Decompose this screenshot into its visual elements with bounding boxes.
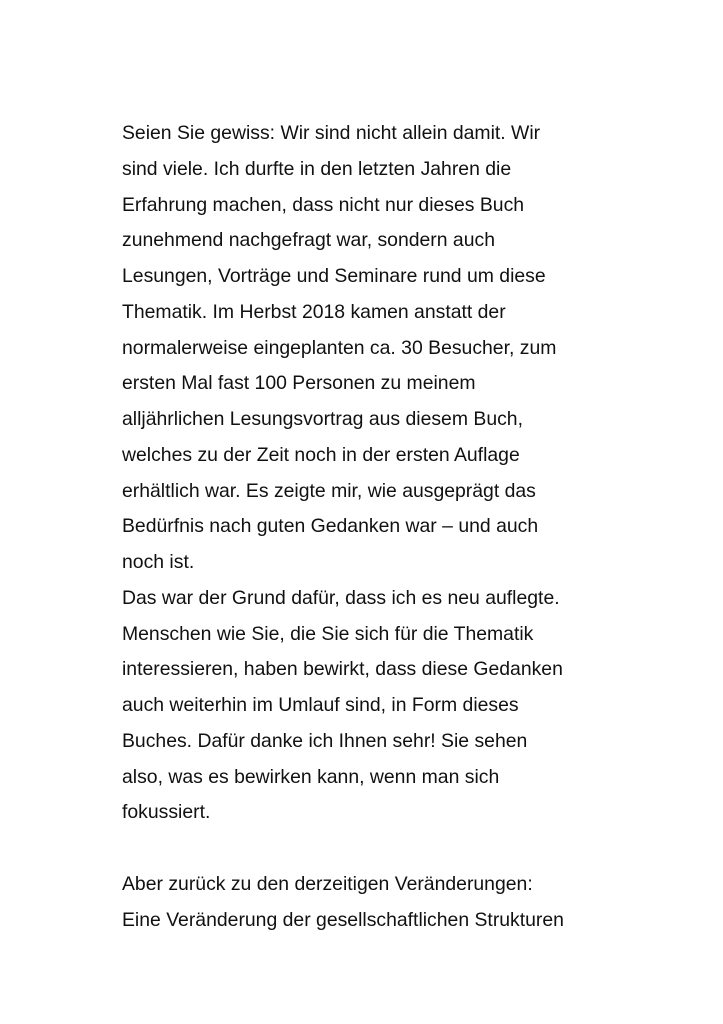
text-line: Das war der Grund dafür, dass ich es neu auflegte. (122, 586, 560, 609)
text-line: normalerweise eingeplanten ca. 30 Besucher, zum (122, 336, 557, 359)
paragraph-1 (122, 116, 622, 581)
paragraph-gap (122, 831, 622, 867)
text-line: Bedürfnis nach guten Gedanken war – und auch (122, 515, 539, 538)
paragraph-3 (122, 867, 622, 939)
document-page (122, 116, 622, 938)
text-line: Seien Sie gewiss: Wir sind nicht allein damit. Wir (122, 122, 541, 144)
paragraph-2 (122, 581, 622, 831)
text-line: auch weiterhin im Umlauf sind, in Form dieses (122, 694, 519, 716)
text-line: interessieren, haben bewirkt, dass diese Gedanken (122, 658, 563, 681)
text-line: noch ist. (122, 551, 195, 573)
text-line: alljährlichen Lesungsvortrag aus diesem Buch, (122, 408, 523, 430)
text-line: Lesungen, Vorträge und Seminare rund um diese (122, 265, 546, 287)
text-line: also, was es bewirken kann, wenn man sich (122, 765, 500, 788)
text-line: fokussiert. (122, 801, 211, 824)
text-line: erhältlich war. Es zeigte mir, wie ausgeprägt das (122, 479, 536, 502)
text-line: sind viele. Ich durfte in den letzten Jahren die (122, 157, 512, 180)
text-line: Buches. Dafür danke ich Ihnen sehr! Sie sehen (122, 729, 528, 752)
text-line: Thematik. Im Herbst 2018 kamen anstatt der (122, 300, 506, 323)
text-line: Eine Veränderung der gesellschaftlichen Strukturen (122, 908, 564, 931)
text-line: ersten Mal fast 100 Personen zu meinem (122, 372, 476, 395)
text-line: Erfahrung machen, dass nicht nur dieses Buch (122, 193, 525, 216)
text-line: Aber zurück zu den derzeitigen Veränderungen: (122, 872, 533, 895)
text-line: Menschen wie Sie, die Sie sich für die Thematik (122, 622, 534, 645)
text-line: zunehmend nachgefragt war, sondern auch (122, 229, 495, 252)
text-line: welches zu der Zeit noch in der ersten Auflage (122, 443, 520, 466)
